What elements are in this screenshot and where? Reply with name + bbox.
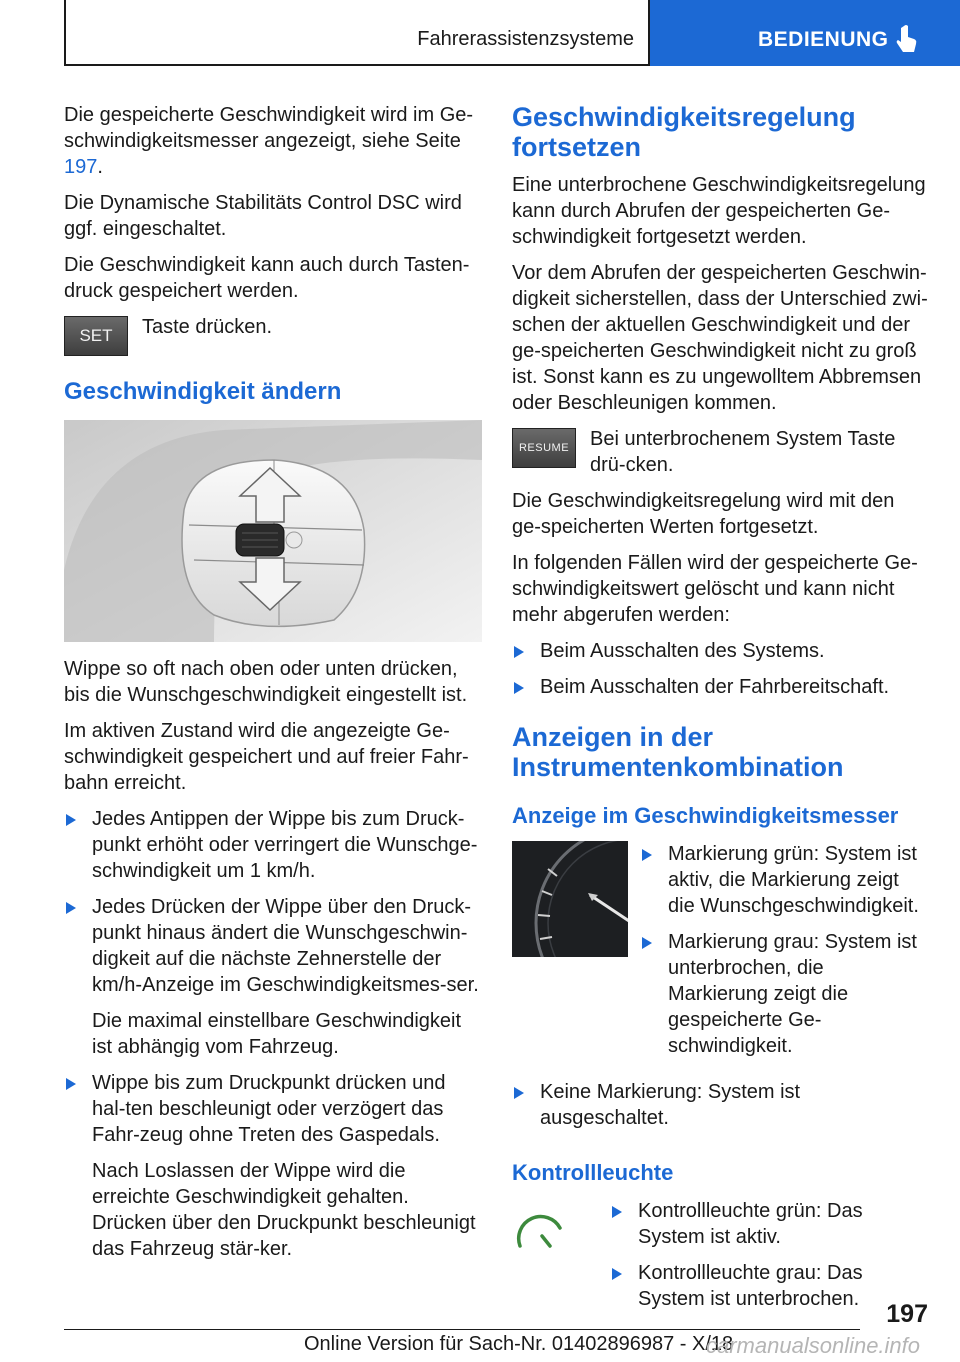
header-rule (64, 64, 650, 66)
rocker-bullet-list (64, 806, 482, 1262)
header-divider-left (64, 0, 66, 66)
cruise-control-lamp-icon (516, 1206, 566, 1256)
page-link-197[interactable]: 197 (64, 156, 98, 178)
paragraph-key-store: Die Geschwindigkeit kann auch durch Tasten‐druck gespeichert werden. (64, 254, 470, 302)
resume-key-row (512, 426, 928, 478)
paragraph-dsc: Die Dynamische Stabilitäts Control DSC wird ggf. eingeschaltet. (64, 192, 462, 240)
paragraph-stored-speed: Die gespeicherte Geschwindigkeit wird im Ge‐schwindigkeitsmesser angezeigt, siehe Seite 197. (64, 104, 474, 178)
set-key-row (64, 314, 482, 356)
indicator-lamp-list (610, 1198, 928, 1322)
resume-key-text: Bei unterbrochenem System Taste drü‐cken. (590, 428, 896, 476)
list-item: Markierung grau: System ist unterbrochen, die Markierung zeigt die gespeicherte Ge‐schwindigkeit. (640, 929, 928, 1059)
page-number: 197 (886, 1300, 928, 1328)
list-item: Jedes Antippen der Wippe bis zum Druck‐punkt erhöht oder verringert die Wunschge‐schwindigkeit um 1 km/h. (64, 806, 482, 884)
indicator-lamp-row (512, 1198, 928, 1332)
paragraph-warning-difference: Vor dem Abrufen der gespeicherten Geschwin‐digkeit sicherstellen, dass der Unterschied zwi‐schen der aktuellen Geschwindigkeit und der ge‐speicherten Geschwindigkeit nicht zu groß ist. Sonst kann es zu ungewolltem Abbremsen oder Beschleunigen kommen. (512, 262, 928, 414)
bullet-note-max-speed: Die maximal einstellbare Geschwindigkeit ist abhängig vom Fahrzeug. (92, 1010, 462, 1058)
list-item: Keine Markierung: System ist ausgeschaltet. (512, 1079, 928, 1131)
heading-indicator-lamp: Kontrollleuchte (512, 1160, 674, 1185)
header-section-title: Fahrerassistenzsysteme (417, 28, 634, 50)
paragraph-rocker: Wippe so oft nach oben oder unten drücken, bis die Wunschgeschwindigkeit eingestellt ist. (64, 658, 468, 706)
set-button-image: SET (64, 316, 128, 356)
heading-display-instrument: Anzeigen in der Instrumentenkombination (512, 722, 844, 782)
list-item: Kontrollleuchte grün: Das System ist aktiv. (610, 1198, 928, 1250)
hand-pointer-icon (896, 24, 920, 54)
heading-change-speed: Geschwindigkeit ändern (64, 378, 342, 405)
paragraph-interrupted: Eine unterbrochene Geschwindigkeitsregelung kann durch Abrufen der gespeicherten Ge‐schwindigkeit fortgesetzt werden. (512, 174, 926, 248)
footer-rule (64, 1329, 860, 1330)
list-item: Beim Ausschalten der Fahrbereitschaft. (512, 674, 928, 700)
chapter-tab-label: BEDIENUNG (758, 28, 889, 51)
bullet-note-release: Nach Loslassen der Wippe wird die erreichte Geschwindigkeit gehalten. Drücken über den Druckpunkt beschleunigt das Fahrzeug stär‐ker. (92, 1160, 476, 1260)
footer-online-version: Online Version für Sach-Nr. 01402896987 - X/18 (304, 1333, 734, 1355)
speedometer-marker-list-cont (512, 1079, 928, 1131)
steering-wheel-rocker-image (64, 420, 482, 642)
paragraph-deleted-cases: In folgenden Fällen wird der gespeicherte Ge‐schwindigkeitswert gelöscht und kann nicht mehr abgerufen werden: (512, 552, 918, 626)
watermark: carmanualsonline.info (706, 1333, 921, 1358)
list-item: Kontrollleuchte grau: Das System ist unterbrochen. (610, 1260, 928, 1312)
speedometer-illustration (512, 841, 628, 957)
right-column (512, 102, 928, 1332)
speedometer-marker-list (640, 841, 928, 1069)
list-item: Beim Ausschalten des Systems. (512, 638, 928, 664)
speedometer-row (512, 841, 928, 1079)
heading-speedometer-display: Anzeige im Geschwindigkeitsmesser (512, 803, 899, 828)
heading-continue-cruise: Geschwindigkeitsregelung fortsetzen (512, 102, 856, 162)
paragraph-continued: Die Geschwindigkeitsregelung wird mit den ge‐speicherten Werten fortgesetzt. (512, 490, 895, 538)
list-item: Markierung grün: System ist aktiv, die Markierung zeigt die Wunschgeschwindigkeit. (640, 841, 928, 919)
left-column (64, 102, 482, 1272)
speedometer-image (512, 841, 628, 957)
resume-button-image: RESUME (512, 428, 576, 468)
deleted-cases-list (512, 638, 928, 700)
steering-wheel-illustration (64, 420, 482, 642)
list-item: Jedes Drücken der Wippe über den Druck‐punkt hinaus ändert die Wunschgeschwin‐digkeit auf die nächste Zehnerstelle der km/h‑Anzeige im Geschwindigkeitsmes‐ser. Die maximal einstellbare Geschwindigkeit ist abhängig vom Fahrzeug. (64, 894, 482, 1060)
paragraph-active-state: Im aktiven Zustand wird die angezeigte Ge‐schwindigkeit gespeichert und auf freier Fahr‐bahn erreicht. (64, 720, 469, 794)
set-key-text: Taste drücken. (142, 316, 273, 338)
chapter-tab[interactable] (650, 0, 960, 66)
list-item: Wippe bis zum Druckpunkt drücken und hal‐ten beschleunigt oder verzögert das Fahr‐zeug ohne Treten des Gaspedals. Nach Loslassen der Wippe wird die erreichte Geschwindigkeit gehalten. Drücken über den Druckpunkt beschleunigt das Fahrzeug stär‐ker. (64, 1070, 482, 1262)
